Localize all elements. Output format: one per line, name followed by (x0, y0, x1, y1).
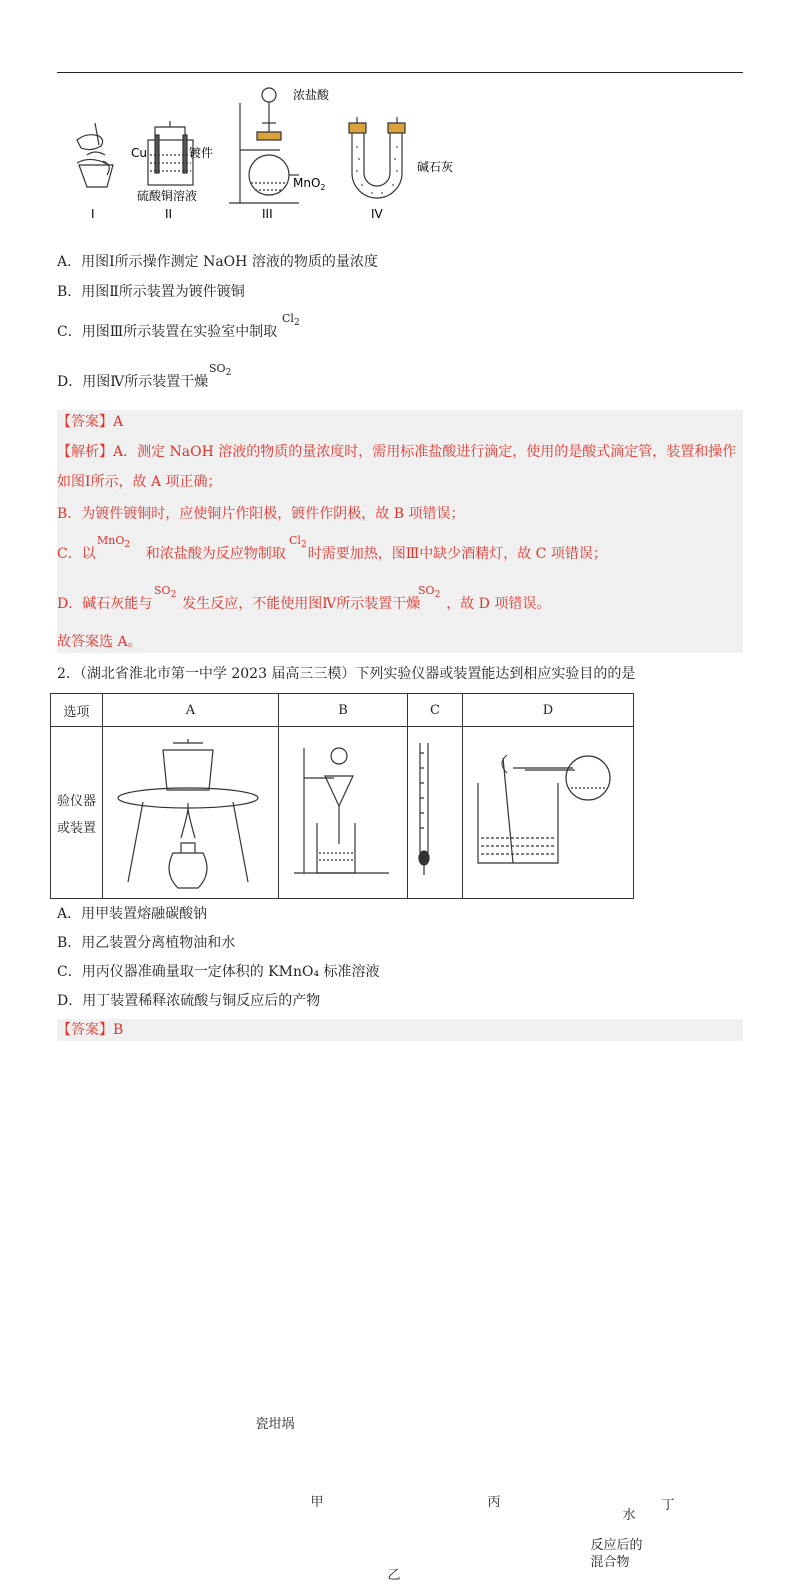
mno2-label: MnO$_2$ (293, 176, 326, 192)
water-label: 水 (622, 1507, 636, 1523)
burette-apparatus (408, 728, 462, 898)
header-rule (57, 72, 743, 73)
row-label-line2: 或装置 (56, 820, 96, 836)
apparatus-yi-label: 乙 (387, 1567, 401, 1583)
q1-answer: 【答案】A (57, 414, 124, 430)
cu-label: Cu (131, 146, 147, 160)
q2-answer: 【答案】B (57, 1022, 124, 1038)
apparatus-ding-label: 丁 (661, 1497, 675, 1513)
crucible-apparatus (103, 728, 278, 898)
table-header-b: B (279, 694, 408, 727)
q1-option-a: A．用图Ⅰ所示操作测定 NaOH 溶液的物质的量浓度 (57, 254, 378, 270)
dilution-apparatus (463, 728, 633, 898)
figure-iii-label: III (262, 207, 273, 221)
q2-option-c: C．用丙仪器准确量取一定体积的 KMnO₄ 标准溶液 (57, 964, 380, 980)
q1-analysis-a1: 【解析】A．测定 NaOH 溶液的物质的量浓度时，需用标准盐酸进行滴定，使用的是酸式滴定管，装置和操作 (57, 444, 737, 460)
table-cell-c (408, 727, 501, 1510)
figure-iv-u-tube (349, 117, 405, 198)
q1-analysis-c-mno2: MnO$_2$ (97, 534, 131, 550)
apparatus-jia-label: 甲 (310, 1494, 324, 1510)
figure-ii-electroplating (148, 121, 193, 185)
q1-apparatus-figure (57, 75, 497, 225)
table-header-option: 选项 (51, 694, 103, 727)
q1-analysis-b: B．为镀件镀铜时，应使铜片作阳极，镀件作阴极，故 B 项错误； (57, 506, 465, 522)
crucible-label: 瓷坩埚 (255, 1416, 295, 1432)
q1-analysis-a2: 如图Ⅰ所示，故 A 项正确； (57, 474, 222, 490)
table-row-label (51, 727, 103, 899)
mixture-label-line2: 混合物 (590, 1554, 630, 1570)
table-header-d: D (463, 694, 634, 727)
table-cell-b (279, 727, 408, 1583)
table-header-c: C (408, 694, 463, 727)
q2-option-a: A．用甲装置熔融碳酸钠 (57, 906, 208, 922)
q2-stem: 2．（湖北省淮北市第一中学 2023 届高三三模）下列实验仪器或装置能达到相应实验目的的是 (57, 666, 636, 682)
table-header-a: A (103, 694, 279, 727)
q1-analysis-d-so2-2: $SO_2$ (418, 584, 441, 600)
q1-analysis-d: D．碱石灰能与 发生反应，不能使用图Ⅳ所示装置干燥 ，故 D 项错误。 (57, 596, 551, 612)
table-cell-d (463, 727, 675, 1570)
q1-option-d: D．用图Ⅳ所示装置干燥 (57, 374, 209, 390)
apparatus-bing-label: 丙 (487, 1494, 501, 1510)
q1-analysis-c-cl2: $Cl_2$ (289, 534, 307, 550)
q2-option-b: B．用乙装置分离植物油和水 (57, 935, 236, 951)
figure-ii-label: II (165, 207, 173, 221)
q1-conclusion: 故答案选 A。 (57, 634, 142, 650)
q1-option-d-formula: $SO_2$ (209, 362, 232, 378)
q1-option-c-formula: $Cl_2$ (282, 312, 300, 328)
plated-part-label: 镀件 (189, 146, 214, 160)
figure-iv-label: IV (371, 207, 383, 221)
row-label-line1: 验仪器 (56, 793, 96, 809)
cuso4-solution-label: 硫酸铜溶液 (137, 189, 198, 203)
figure-i-titration (77, 123, 113, 187)
q1-option-b: B．用图Ⅱ所示装置为镀件镀铜 (57, 284, 245, 300)
soda-lime-label: 碱石灰 (417, 160, 454, 174)
q1-analysis-c: C．以 和浓盐酸为反应物制取 时需要加热，图Ⅲ中缺少酒精灯，故 C 项错误； (57, 546, 607, 562)
figure-iii-chlorine-generator (229, 88, 299, 203)
q2-option-d: D．用丁装置稀释浓硫酸与铜反应后的产物 (57, 993, 321, 1009)
q1-option-c: C．用图Ⅲ所示装置在实验室中制取 (57, 324, 278, 340)
q2-answer-box (57, 1019, 743, 1041)
conc-hcl-label: 浓盐酸 (293, 88, 330, 102)
figure-i-label: I (91, 207, 95, 221)
soda-lime-dots (356, 146, 398, 194)
q1-analysis-d-so2-1: $SO_2$ (154, 584, 177, 600)
mixture-label-line1: 反应后的 (590, 1537, 643, 1553)
separatory-funnel-apparatus (279, 728, 407, 898)
